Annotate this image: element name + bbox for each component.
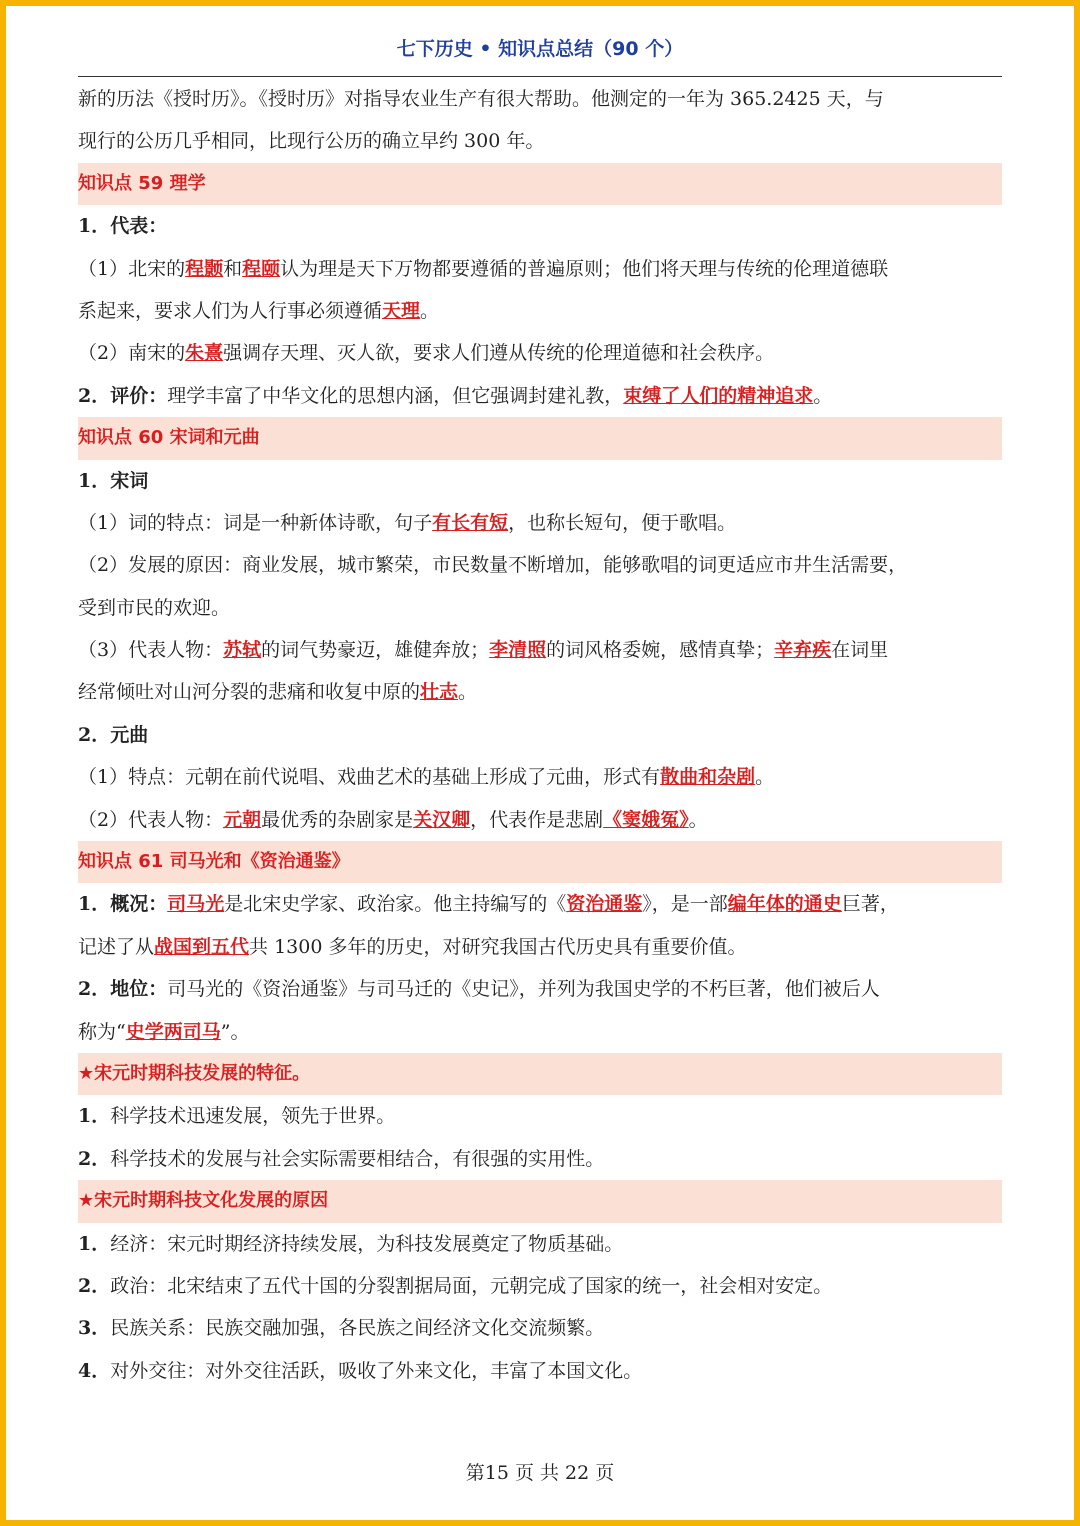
highlight-keyword: 壮志 (420, 681, 459, 704)
text-segment: 科学技术迅速发展，领先于世界。 (110, 1105, 396, 1128)
text-segment: 。 (420, 299, 440, 322)
text-segment: 。 (813, 384, 833, 407)
text-line (78, 120, 1002, 162)
highlight-keyword: 《窦娥冤》 (603, 808, 689, 831)
text-line (78, 375, 1002, 417)
text-line (78, 248, 1002, 290)
text-line (78, 1350, 1002, 1392)
text-segment: 经常倾吐对山河分裂的悲痛和收复中原的 (78, 681, 421, 704)
text-segment: 在词里 (831, 639, 889, 662)
text-line (78, 968, 1002, 1010)
text-segment: 新的历法《授时历》。《授时历》对指导农业生产有很大帮助。他测定的一年为 365.2425 天，与 (78, 88, 884, 110)
text-segment: 的词气势豪迈，雄健奔放； (261, 639, 490, 662)
highlight-keyword: 程颐 (242, 257, 281, 280)
highlight-keyword: 司马光 (167, 893, 225, 916)
text-segment: 称为“ (78, 1020, 126, 1043)
highlight-keyword: 苏轼 (223, 639, 262, 662)
header-rule (78, 76, 1002, 77)
text-line (78, 1138, 1002, 1180)
text-segment: 理学丰富了中华文化的思想内涵，但它强调封建礼教， (167, 384, 624, 407)
text-segment: （2）发展的原因：商业发展，城市繁荣，市民数量不断增加，能够歌唱的词更适应市井生活需要， (78, 554, 908, 577)
bold-label: 1．概况： (78, 893, 168, 916)
text-line (78, 671, 1002, 713)
highlight-keyword: 战国到五代 (154, 935, 250, 958)
text-segment: 强调存天理、灭人欲，要求人们遵从传统的伦理道德和社会秩序。 (223, 342, 775, 365)
bold-label: 2． (78, 1274, 111, 1297)
text-line (78, 1011, 1002, 1053)
text-segment: 认为理是天下万物都要遵循的普遍原则；他们将天理与传统的伦理道德联 (280, 257, 889, 280)
page-header-title: 七下历史 • 知识点总结（90 个） (396, 38, 684, 60)
text-segment: 的词风格委婉，感情真挚； (546, 639, 775, 662)
text-line (78, 78, 1002, 120)
text-line (78, 926, 1002, 968)
text-segment: 最优秀的杂剧家是 (261, 808, 414, 831)
text-segment: 。 (755, 766, 775, 789)
bold-label: 3． (78, 1317, 111, 1340)
text-segment: 知识点 59 理学 (78, 172, 206, 194)
bold-label: 1．宋词 (78, 469, 149, 492)
highlight-keyword: 资治通鉴 (566, 893, 643, 916)
text-segment: 。 (458, 681, 478, 704)
section-heading (78, 1180, 1002, 1222)
text-segment: ★宋元时期科技文化发展的原因 (78, 1190, 329, 1212)
text-segment: ”。 (220, 1020, 250, 1043)
section-heading (78, 841, 1002, 883)
bold-label: 2．地位： (78, 978, 168, 1001)
text-line (78, 1265, 1002, 1307)
bold-label: 2．评价： (78, 384, 168, 407)
text-segment: （2）代表人物： (78, 808, 224, 831)
text-segment: 》，是一部 (642, 893, 728, 916)
text-line (78, 544, 1002, 586)
text-segment: 司马光的《资治通鉴》与司马迁的《史记》，并列为我国史学的不朽巨著，他们被后人 (167, 978, 880, 1001)
bold-label: 2．元曲 (78, 723, 149, 746)
text-line (78, 205, 1002, 247)
highlight-keyword: 束缚了人们的精神追求 (623, 384, 814, 407)
text-segment: 政治：北宋结束了五代十国的分裂割据局面，元朝完成了国家的统一，社会相对安定。 (110, 1274, 833, 1297)
text-line (78, 502, 1002, 544)
highlight-keyword: 程颢 (185, 257, 224, 280)
highlight-keyword: 元朝 (223, 808, 262, 831)
text-segment: 对外交往：对外交往活跃，吸收了外来文化，丰富了本国文化。 (110, 1359, 643, 1382)
text-segment: 系起来，要求人们为人行事必须遵循 (78, 299, 383, 322)
text-segment: 经济：宋元时期经济持续发展，为科技发展奠定了物质基础。 (110, 1232, 624, 1255)
highlight-keyword: 李清照 (489, 639, 547, 662)
text-segment: 知识点 60 宋词和元曲 (78, 427, 260, 449)
text-line (78, 332, 1002, 374)
document-body (78, 78, 1002, 1392)
text-segment: 知识点 61 司马光和《资治通鉴》 (78, 851, 350, 873)
highlight-keyword: 有长有短 (432, 511, 509, 534)
text-segment: 记述了从 (78, 935, 155, 958)
text-line (78, 1307, 1002, 1349)
text-segment: （3）代表人物： (78, 639, 224, 662)
text-segment: （1）词的特点：词是一种新体诗歌，句子 (78, 511, 433, 534)
text-line (78, 714, 1002, 756)
text-segment: （1）北宋的 (78, 257, 186, 280)
bold-label: 4． (78, 1359, 111, 1382)
text-line (78, 460, 1002, 502)
text-line (78, 883, 1002, 925)
text-segment: 民族关系：民族交融加强，各民族之间经济文化交流频繁。 (110, 1317, 605, 1340)
text-segment: ，也称长短句，便于歌唱。 (508, 511, 737, 534)
text-line (78, 629, 1002, 671)
text-line (78, 799, 1002, 841)
text-segment: 。 (688, 808, 708, 831)
highlight-keyword: 散曲和杂剧 (660, 766, 756, 789)
text-line (78, 587, 1002, 629)
text-segment: 受到市民的欢迎。 (78, 596, 231, 619)
text-segment: 现行的公历几乎相同，比现行公历的确立早约 300 年。 (78, 130, 545, 153)
page-footer: 第15 页 共 22 页 (465, 1462, 615, 1484)
highlight-keyword: 关汉卿 (413, 808, 471, 831)
section-heading (78, 417, 1002, 459)
text-segment: 巨著， (841, 893, 899, 916)
bold-label: 2． (78, 1147, 111, 1170)
text-segment: 共 1300 多年的历史，对研究我国古代历史具有重要价值。 (249, 935, 747, 958)
document-page (6, 6, 1074, 1520)
text-line (78, 1223, 1002, 1265)
text-segment: 科学技术的发展与社会实际需要相结合，有很强的实用性。 (110, 1147, 605, 1170)
text-segment: 是北宋史学家、政治家。他主持编写的《 (224, 893, 567, 916)
highlight-keyword: 编年体的通史 (727, 893, 842, 916)
text-line (78, 290, 1002, 332)
bold-label: 1． (78, 1232, 111, 1255)
bold-label: 1． (78, 1105, 111, 1128)
text-segment: 和 (223, 257, 243, 280)
text-line (78, 1095, 1002, 1137)
text-segment: ★宋元时期科技发展的特征。 (78, 1062, 311, 1084)
highlight-keyword: 朱熹 (185, 342, 224, 365)
text-segment: ，代表作是悲剧 (470, 808, 604, 831)
text-segment: （2）南宋的 (78, 342, 186, 365)
bold-label: 1．代表： (78, 215, 168, 238)
highlight-keyword: 史学两司马 (125, 1020, 221, 1043)
text-line (78, 756, 1002, 798)
section-heading (78, 163, 1002, 205)
text-segment: （1）特点：元朝在前代说唱、戏曲艺术的基础上形成了元曲，形式有 (78, 766, 661, 789)
section-heading (78, 1053, 1002, 1095)
highlight-keyword: 辛弃疾 (774, 639, 832, 662)
highlight-keyword: 天理 (382, 299, 421, 322)
